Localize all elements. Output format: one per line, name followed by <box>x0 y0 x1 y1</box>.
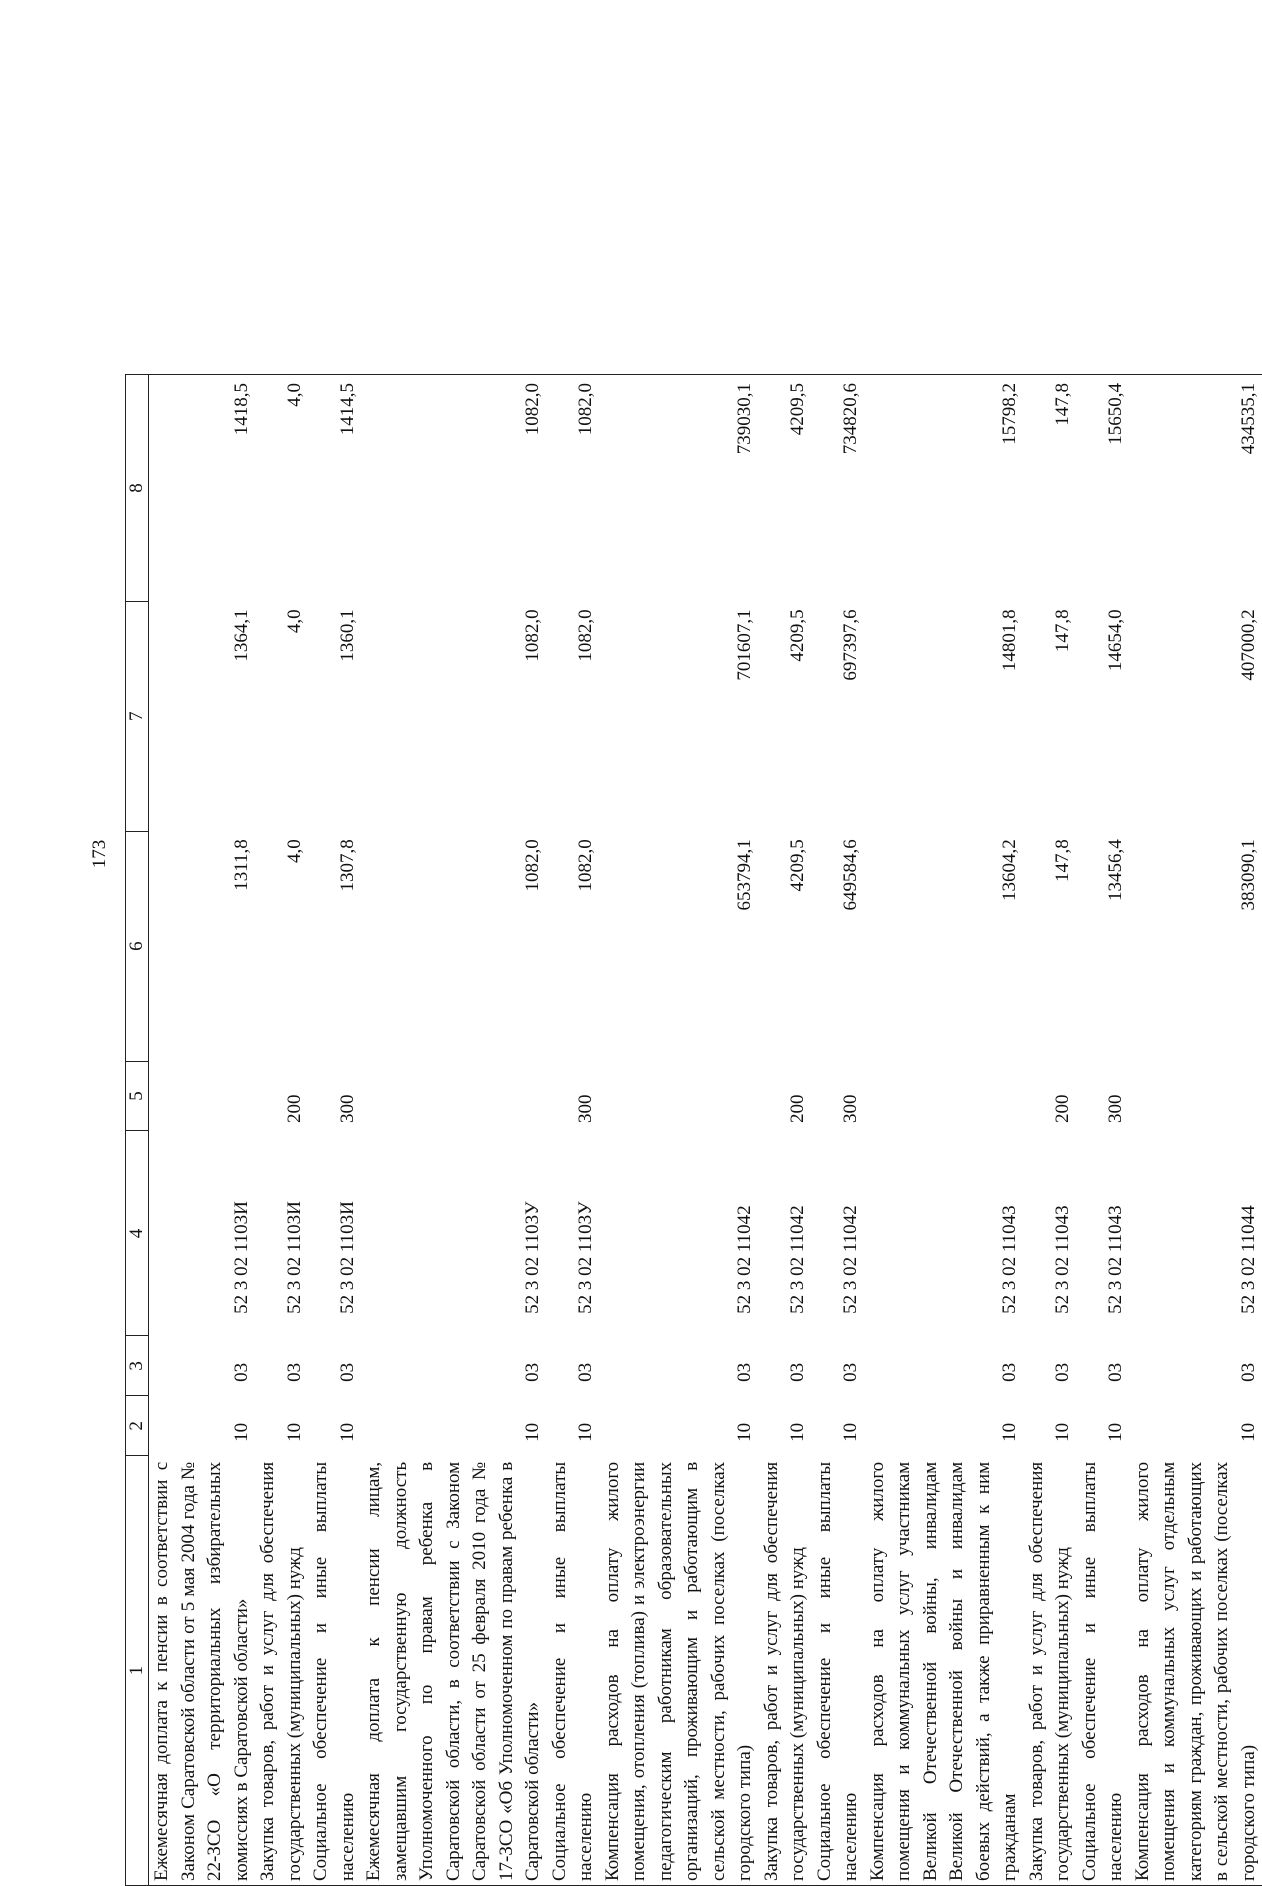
amount-2022-cell: 701607,1 <box>600 601 759 831</box>
section-cell: 10 <box>255 1396 308 1456</box>
amount-2021-cell: 4,0 <box>255 831 308 1061</box>
description-cell: Компенсация расходов на оплату жилого помещения, отопления (топлива) и электроэнергии педагогическим работникам образовательных организаций, проживающим и работающим в сельской местности, рабочих поселках (поселках городского типа) <box>600 1456 759 1886</box>
section-cell: 10 <box>361 1396 547 1456</box>
expense-type-cell <box>865 1061 1024 1131</box>
table-row <box>759 375 812 1886</box>
table-row <box>1130 375 1262 1886</box>
amount-2021-cell: 1311,8 <box>149 831 256 1061</box>
subsection-cell: 03 <box>1024 1336 1077 1396</box>
description-cell: Закупка товаров, работ и услуг для обеспечения государственных (муниципальных) нужд <box>759 1456 812 1886</box>
amount-2021-cell: 147,8 <box>1024 831 1077 1061</box>
subsection-cell: 03 <box>600 1336 759 1396</box>
target-article-cell: 52 3 02 1103У <box>547 1131 600 1336</box>
table-row <box>361 375 547 1886</box>
section-cell: 10 <box>1077 1396 1130 1456</box>
table-row <box>600 375 759 1886</box>
subsection-cell: 03 <box>812 1336 865 1396</box>
target-article-cell: 52 3 02 1103И <box>308 1131 361 1336</box>
amount-2022-cell: 14801,8 <box>865 601 1024 831</box>
amount-2023-cell: 4209,5 <box>759 375 812 602</box>
description-cell: Социальное обеспечение и иные выплаты населению <box>547 1456 600 1886</box>
budget-table <box>125 374 1262 1886</box>
amount-2022-cell: 4,0 <box>255 601 308 831</box>
table-row <box>1077 375 1130 1886</box>
table-row <box>149 375 256 1886</box>
amount-2021-cell: 653794,1 <box>600 831 759 1061</box>
amount-2023-cell: 147,8 <box>1024 375 1077 602</box>
description-cell: Социальное обеспечение и иные выплаты населению <box>1077 1456 1130 1886</box>
rotated-table-container <box>125 374 1075 1886</box>
amount-2022-cell: 1360,1 <box>308 601 361 831</box>
target-article-cell: 52 3 02 11044 <box>1130 1131 1262 1336</box>
amount-2021-cell: 13604,2 <box>865 831 1024 1061</box>
expense-type-cell: 200 <box>255 1061 308 1131</box>
table-body <box>149 375 1262 1886</box>
description-cell: Закупка товаров, работ и услуг для обеспечения государственных (муниципальных) нужд <box>1024 1456 1077 1886</box>
amount-2022-cell: 1082,0 <box>361 601 547 831</box>
target-article-cell: 52 3 02 11043 <box>1024 1131 1077 1336</box>
section-cell: 10 <box>308 1396 361 1456</box>
description-cell: Социальное обеспечение и иные выплаты населению <box>812 1456 865 1886</box>
amount-2023-cell: 434535,1 <box>1130 375 1262 602</box>
amount-2023-cell: 15650,4 <box>1077 375 1130 602</box>
section-cell: 10 <box>600 1396 759 1456</box>
target-article-cell: 52 3 02 11042 <box>600 1131 759 1336</box>
subsection-cell: 03 <box>308 1336 361 1396</box>
amount-2022-cell: 1364,1 <box>149 601 256 831</box>
table-row <box>1024 375 1077 1886</box>
target-article-cell: 52 3 02 11043 <box>1077 1131 1130 1336</box>
expense-type-cell <box>361 1061 547 1131</box>
amount-2021-cell: 4209,5 <box>759 831 812 1061</box>
column-header-8: 8 <box>126 375 149 602</box>
expense-type-cell <box>149 1061 256 1131</box>
table-row <box>547 375 600 1886</box>
column-header-4: 4 <box>126 1131 149 1336</box>
column-header-5: 5 <box>126 1061 149 1131</box>
amount-2022-cell: 4209,5 <box>759 601 812 831</box>
section-cell: 10 <box>812 1396 865 1456</box>
amount-2023-cell: 15798,2 <box>865 375 1024 602</box>
amount-2021-cell: 1082,0 <box>361 831 547 1061</box>
section-cell: 10 <box>149 1396 256 1456</box>
section-cell: 10 <box>759 1396 812 1456</box>
description-cell: Закупка товаров, работ и услуг для обеспечения государственных (муниципальных) нужд <box>255 1456 308 1886</box>
page-number: 173 <box>88 834 112 874</box>
expense-type-cell: 300 <box>308 1061 361 1131</box>
column-header-6: 6 <box>126 831 149 1061</box>
description-cell: Ежемесячная доплата к пенсии лицам, замещавшим государственную должность Уполномоченного по правам ребенка в Саратовской области, в соответствии с Законом Саратовской области от 25 февраля 2010 года № 17-ЗСО «Об Уполномоченном по правам ребенка в Саратовской области» <box>361 1456 547 1886</box>
subsection-cell: 03 <box>865 1336 1024 1396</box>
expense-type-cell: 200 <box>759 1061 812 1131</box>
target-article-cell: 52 3 02 1103И <box>149 1131 256 1336</box>
subsection-cell: 03 <box>361 1336 547 1396</box>
column-header-2: 2 <box>126 1396 149 1456</box>
subsection-cell: 03 <box>547 1336 600 1396</box>
target-article-cell: 52 3 02 1103И <box>255 1131 308 1336</box>
amount-2023-cell: 1414,5 <box>308 375 361 602</box>
amount-2023-cell: 1082,0 <box>361 375 547 602</box>
subsection-cell: 03 <box>1077 1336 1130 1396</box>
section-cell: 10 <box>547 1396 600 1456</box>
table-row <box>255 375 308 1886</box>
amount-2022-cell: 697397,6 <box>812 601 865 831</box>
column-header-7: 7 <box>126 601 149 831</box>
target-article-cell: 52 3 02 11042 <box>812 1131 865 1336</box>
expense-type-cell <box>600 1061 759 1131</box>
expense-type-cell: 300 <box>547 1061 600 1131</box>
table-row <box>308 375 361 1886</box>
column-header-1: 1 <box>126 1456 149 1886</box>
section-cell: 10 <box>865 1396 1024 1456</box>
description-cell: Компенсация расходов на оплату жилого помещения и коммунальных услуг участникам Великой Отечественной войны, инвалидам Великой Отечественной войны и инвалидам боевых действий, а также приравненным к ним гражданам <box>865 1456 1024 1886</box>
amount-2021-cell: 1082,0 <box>547 831 600 1061</box>
subsection-cell: 03 <box>1130 1336 1262 1396</box>
column-header-3: 3 <box>126 1336 149 1396</box>
amount-2023-cell: 739030,1 <box>600 375 759 602</box>
description-cell: Ежемесячная доплата к пенсии в соответствии с Законом Саратовской области от 5 мая 2004 года № 22-ЗСО «О территориальных избирательных комиссиях в Саратовской области» <box>149 1456 256 1886</box>
target-article-cell: 52 3 02 11042 <box>759 1131 812 1336</box>
description-cell: Социальное обеспечение и иные выплаты населению <box>308 1456 361 1886</box>
subsection-cell: 03 <box>759 1336 812 1396</box>
amount-2023-cell: 1082,0 <box>547 375 600 602</box>
expense-type-cell: 300 <box>812 1061 865 1131</box>
target-article-cell: 52 3 02 1103У <box>361 1131 547 1336</box>
target-article-cell: 52 3 02 11043 <box>865 1131 1024 1336</box>
amount-2021-cell: 13456,4 <box>1077 831 1130 1061</box>
amount-2021-cell: 649584,6 <box>812 831 865 1061</box>
amount-2022-cell: 1082,0 <box>547 601 600 831</box>
section-cell: 10 <box>1130 1396 1262 1456</box>
amount-2023-cell: 4,0 <box>255 375 308 602</box>
expense-type-cell <box>1130 1061 1262 1131</box>
amount-2022-cell: 407000,2 <box>1130 601 1262 831</box>
subsection-cell: 03 <box>255 1336 308 1396</box>
section-cell: 10 <box>1024 1396 1077 1456</box>
amount-2023-cell: 1418,5 <box>149 375 256 602</box>
expense-type-cell: 300 <box>1077 1061 1130 1131</box>
amount-2022-cell: 147,8 <box>1024 601 1077 831</box>
table-row <box>865 375 1024 1886</box>
amount-2021-cell: 1307,8 <box>308 831 361 1061</box>
amount-2021-cell: 383090,1 <box>1130 831 1262 1061</box>
header-row <box>126 375 149 1886</box>
amount-2023-cell: 734820,6 <box>812 375 865 602</box>
table-row <box>812 375 865 1886</box>
expense-type-cell: 200 <box>1024 1061 1077 1131</box>
amount-2022-cell: 14654,0 <box>1077 601 1130 831</box>
description-cell: Компенсация расходов на оплату жилого помещения и коммунальных услуг отдельным категориям граждан, проживающих и работающих в сельской местности, рабочих поселках (поселках городского типа) <box>1130 1456 1262 1886</box>
subsection-cell: 03 <box>149 1336 256 1396</box>
